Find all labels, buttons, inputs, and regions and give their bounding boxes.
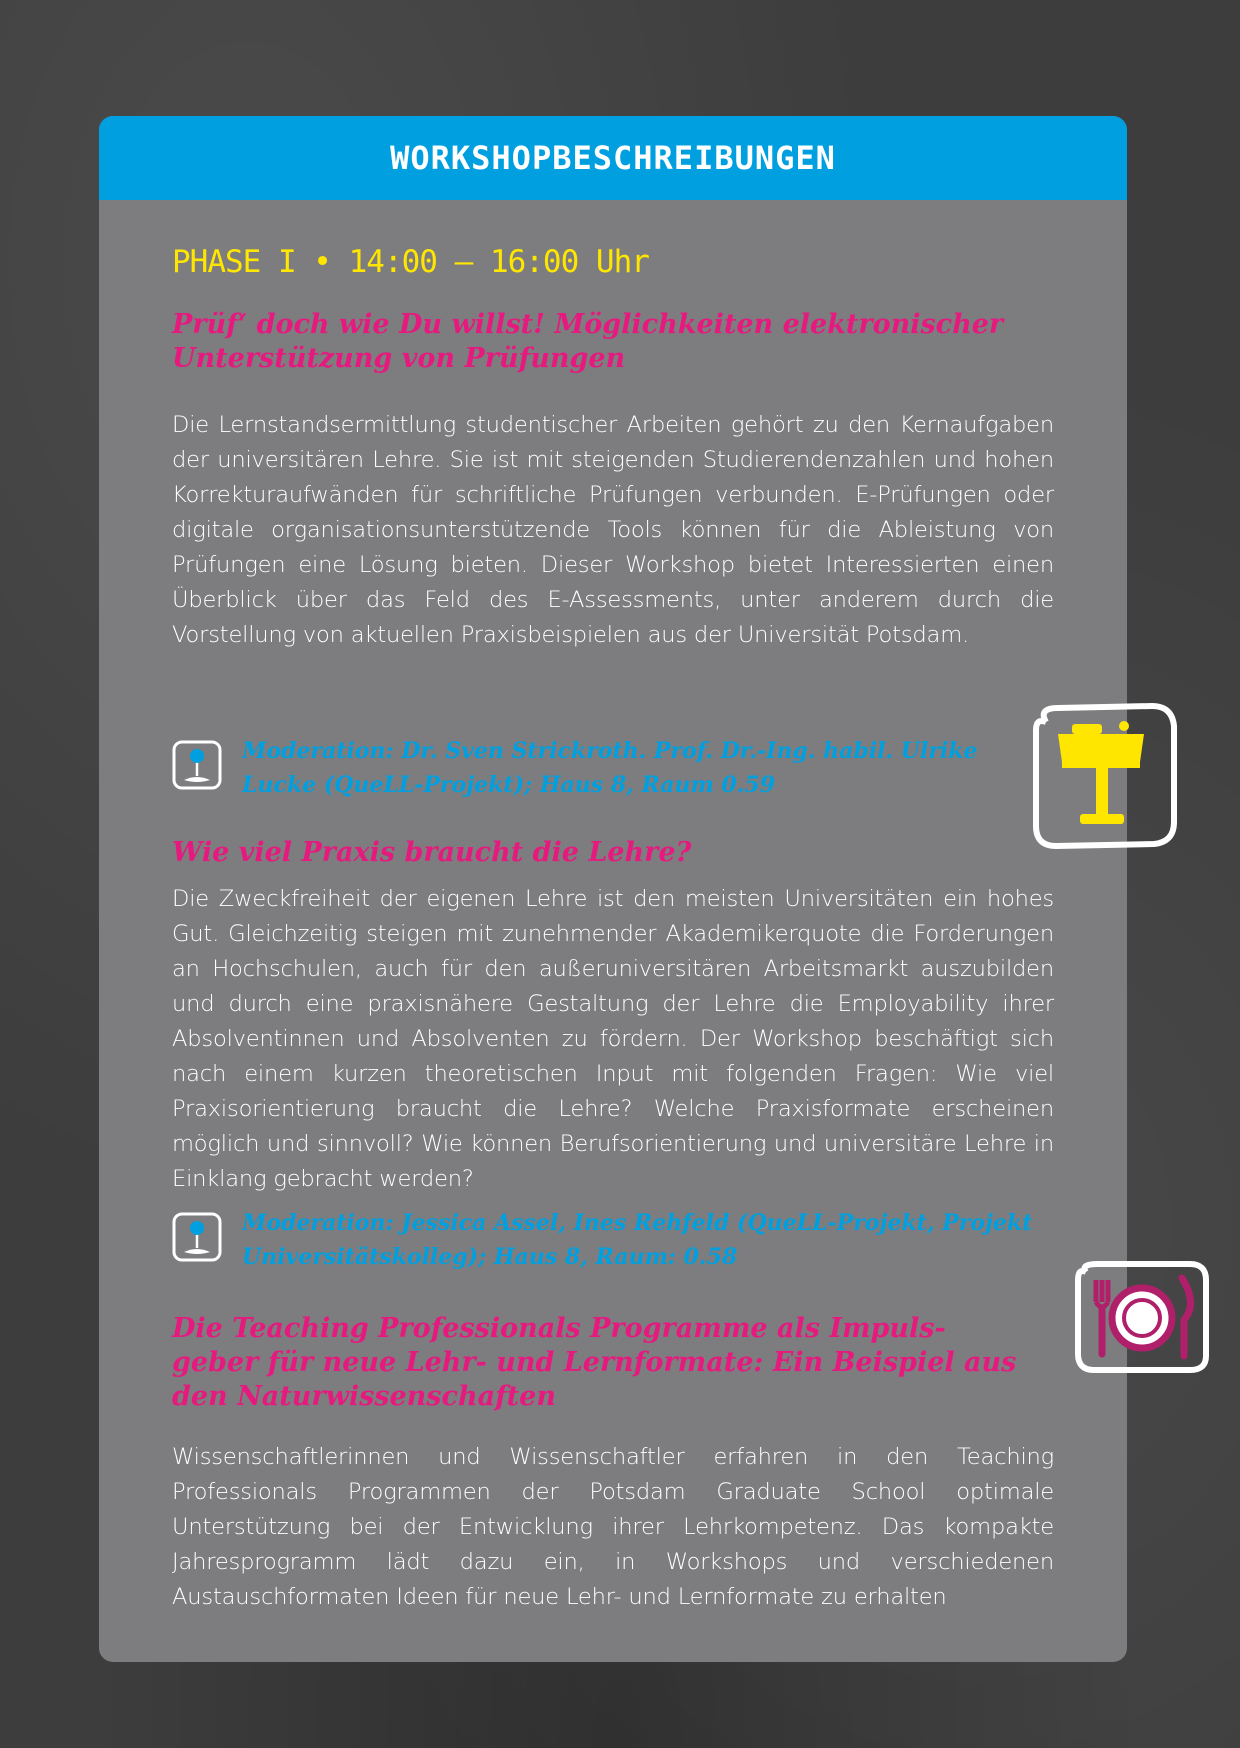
card-header <box>99 116 1127 200</box>
page-title: WORKSHOPBESCHREIBUNGEN <box>390 139 836 177</box>
plate-cutlery-icon <box>1072 1258 1212 1376</box>
workshop-card <box>99 116 1127 1662</box>
workshop-description: Die Lernstandsermittlung studentischer Arbeiten gehört zu den Kernaufgaben der universitären Lehre. Sie ist mit steigenden Studierendenzahlen und hohen Korrekturaufwänden für schriftliche Prüfungen verbunden. E-Prüfungen oder digitale organisationsunterstützende Tools können für die Ableistung von Prüfungen eine Lösung bieten. Dieser Workshop bietet Interessierten einen Überblick über das Feld des E-Assessments, unter anderem durch die Vorstellung von aktuellen Praxisbeispielen aus der Universität Potsdam. <box>172 412 1054 648</box>
moderation-text: Moderation: Dr. Sven Strickroth. Prof. Dr.-Ing. habil. Ulrike Lucke (QueLL-Projekt); Haus 8, Raum 0.59 <box>242 738 978 798</box>
moderation-text: Moderation: Jessica Assel, Ines Rehfeld (QueLL-Projekt, Projekt Universitätskolleg); Haus 8, Raum: 0.58 <box>242 1210 1033 1270</box>
moderation-info <box>172 734 1054 806</box>
moderation-info <box>172 1206 1054 1278</box>
phase-heading: PHASE I • 14:00 – 16:00 Uhr <box>172 244 649 280</box>
lectern-icon <box>1028 700 1180 850</box>
workshop-description: Die Zweckfreiheit der eigenen Lehre ist den meisten Universitäten ein hohes Gut. Gleichzeitig steigen mit zunehmender Akademikerquote die Forderungen an Hochschulen, auch für den außeruniversitären Arbeitsmarkt auszubilden und durch eine praxisnähere Gestaltung der Lehre die Employability ihrer Absolventinnen und Absolventen zu fördern. Der Workshop beschäftigt sich nach einem kurzen theoretischen Input mit folgenden Fragen: Wie viel Praxisorientierung braucht die Lehre? Welche Praxisformate erscheinen möglich und sinnvoll? Wie können Berufsorientierung und universitäre Lehre in Einklang gebracht werden? <box>172 886 1054 1192</box>
location-pin-icon <box>172 740 222 790</box>
workshop-title: Wie viel Praxis braucht die Lehre? <box>172 837 692 868</box>
workshop-description: Wissenschaftlerinnen und Wissenschaftler erfahren in den Teaching Professionals Programmen der Potsdam Graduate School optimale Unterstützung bei der Entwicklung ihrer Lehrkompetenz. Das kompakte Jahresprogramm lädt dazu ein, in Workshops und verschiedenen Austauschformaten Ideen für neue Lehr- und Lernformate zu erhalten <box>172 1444 1054 1610</box>
location-pin-icon <box>172 1212 222 1262</box>
workshop-title: Die Teaching Professionals Programme als Impuls-geber für neue Lehr- und Lernformate: Ein Beispiel aus den Naturwissenschaften <box>172 1313 1017 1412</box>
workshop-title: Prüf‘ doch wie Du willst! Möglichkeiten elektronischer Unterstützung von Prüfungen <box>172 309 1004 374</box>
